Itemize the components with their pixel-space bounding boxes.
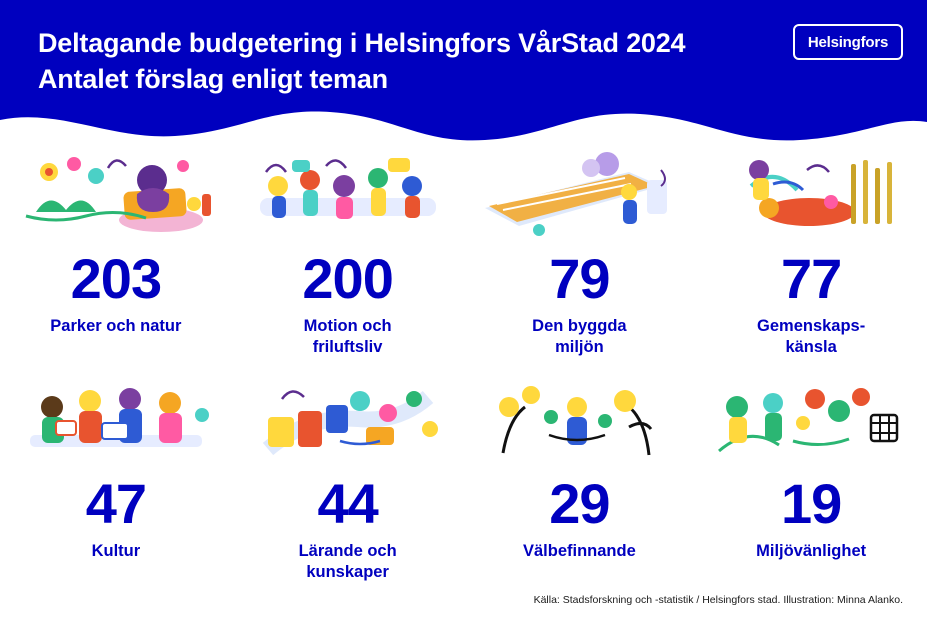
theme-count: 47 <box>85 472 147 535</box>
theme-cell-kultur <box>0 365 232 590</box>
built-environment-illustration <box>479 146 679 242</box>
theme-label-line2: kunskaper <box>306 563 389 582</box>
header-banner <box>0 0 927 150</box>
theme-count: 19 <box>780 472 842 535</box>
eco-friendliness-illustration <box>711 371 911 467</box>
theme-cell-motion-och-friluftsliv <box>232 140 464 365</box>
theme-label-line2: känsla <box>785 338 837 357</box>
theme-label <box>92 541 141 562</box>
theme-cell-gemenskapskansla <box>695 140 927 365</box>
theme-cell-den-byggda-miljon <box>464 140 696 365</box>
theme-label <box>523 541 636 562</box>
theme-label <box>50 316 181 337</box>
theme-count: 77 <box>780 247 842 310</box>
theme-grid <box>0 140 927 590</box>
theme-label-line1: Lärande och <box>298 541 397 560</box>
theme-cell-parker-och-natur <box>0 140 232 365</box>
theme-cell-miljovanlighet <box>695 365 927 590</box>
theme-label-line1: Motion och <box>303 316 392 335</box>
theme-label <box>532 316 626 359</box>
theme-label <box>757 316 865 359</box>
logo-text: Helsingfors <box>807 33 889 51</box>
theme-count: 79 <box>549 247 610 310</box>
culture-illustration <box>16 371 216 467</box>
theme-count: 29 <box>549 472 610 535</box>
theme-count: 203 <box>70 247 162 310</box>
theme-label <box>299 541 397 584</box>
community-spirit-illustration <box>711 146 911 242</box>
wellbeing-illustration <box>479 371 679 467</box>
theme-label-line1: Den byggda <box>532 316 627 335</box>
source-note: Källa: Stadsforskning och -statistik / Helsingfors stad. Illustration: Minna Alanko. <box>533 594 903 606</box>
page-title-line1: Deltagande budgetering i Helsingfors VårStad 2024 <box>38 28 686 58</box>
page-title-line2: Antalet förslag enligt teman <box>38 63 388 94</box>
theme-label-line1: Gemenskaps- <box>757 316 866 335</box>
theme-label-line2: miljön <box>555 338 604 357</box>
theme-label-line1: Välbefinnande <box>522 541 636 560</box>
theme-label-line1: Parker och natur <box>50 316 182 335</box>
theme-count: 44 <box>317 472 378 535</box>
helsinki-logo <box>793 24 903 60</box>
page-title <box>38 26 685 97</box>
theme-label <box>756 541 866 562</box>
theme-label-line2: friluftsliv <box>312 338 383 357</box>
learning-and-knowledge-illustration <box>248 371 448 467</box>
theme-label-line1: Miljövänlighet <box>756 541 867 560</box>
theme-label <box>304 316 392 359</box>
theme-count: 200 <box>302 247 393 310</box>
theme-label-line1: Kultur <box>91 541 141 560</box>
theme-cell-larande-och-kunskaper <box>232 365 464 590</box>
theme-cell-valbefinnande <box>464 365 696 590</box>
sports-and-outdoors-illustration <box>248 146 448 242</box>
park-and-nature-illustration <box>16 146 216 242</box>
